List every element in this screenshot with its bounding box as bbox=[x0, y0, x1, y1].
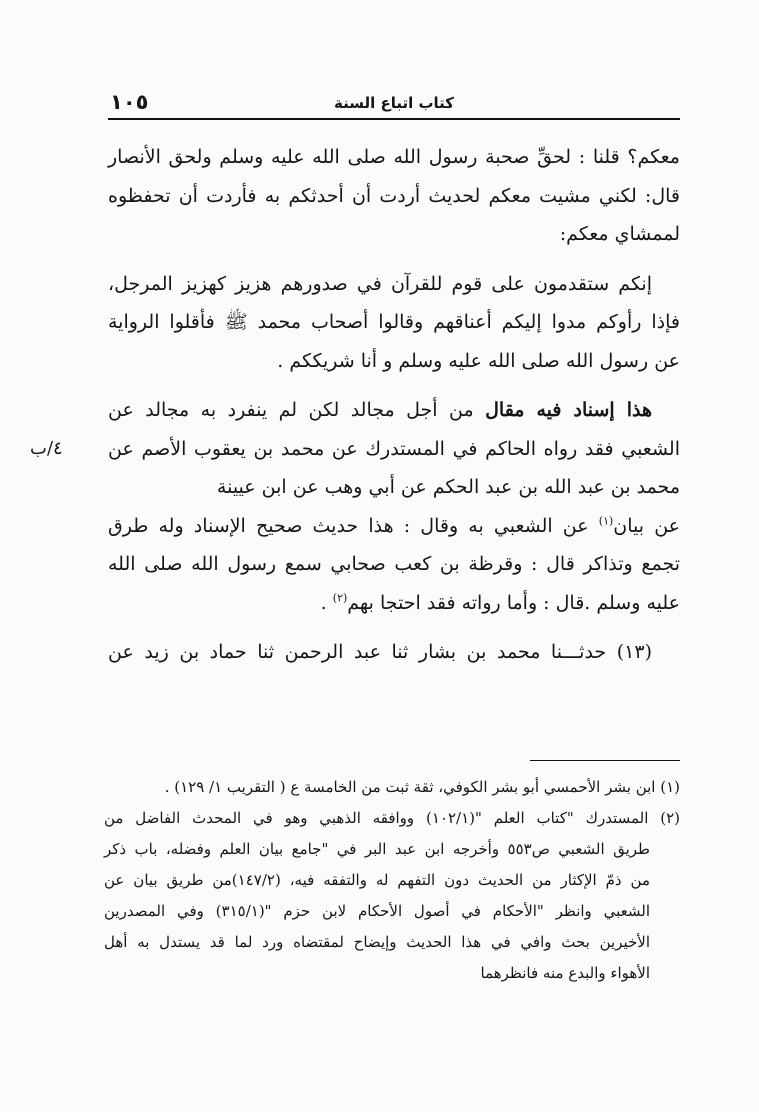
text-run: عليه وسلم .قال : وأما رواته فقد احتجا بهم bbox=[347, 591, 680, 614]
footnote-ref: (١) bbox=[598, 514, 614, 528]
text-run: . bbox=[320, 591, 333, 614]
footnote-ref: (٢) bbox=[332, 591, 348, 605]
text-run: عن بيان bbox=[613, 514, 680, 537]
footnote-line: (٢) المستدرك "كتاب العلم "(١٠٢/١) ووافقه الذهبي وهو في المحدث الفاضل من bbox=[104, 809, 681, 827]
text-line: الشعبي فقد رواه الحاكم في المستدرك عن محمد بن يعقوب الأصم عن bbox=[108, 437, 680, 460]
text-line bbox=[108, 584, 680, 623]
text-line: لممشاي معكم: bbox=[559, 223, 680, 245]
text-line: فإذا رأوكم مدوا إليكم أعناقهم وقالوا أصحاب محمد ﷺ فأقلوا الرواية bbox=[108, 311, 680, 333]
footnote-line: الأهواء والبدع منه فانظرهما bbox=[480, 964, 650, 982]
footnote-line: من ذمّ الإكثار من الحديث دون التفهم له والتفقه فيه، (١٤٧/٢)من طريق بيان عن bbox=[104, 871, 650, 889]
book-title: كتاب اتباع السنة bbox=[333, 94, 455, 112]
text-line bbox=[108, 507, 680, 546]
page-number: ١٠٥ bbox=[110, 90, 149, 114]
text-run: من أجل مجالد لكن لم ينفرد به مجالد عن bbox=[108, 399, 474, 421]
footnote-line: طريق الشعبي ص٥٥٣ وأخرجه ابن عبد البر في "جامع بيان العلم وفضله، باب ذكر bbox=[104, 840, 650, 858]
manuscript-folio-note: ٤/ب bbox=[30, 438, 63, 459]
running-header bbox=[108, 88, 680, 120]
text-line: معكم؟ قلنا : لحقِّ صحبة رسول الله صلى الله عليه وسلم ولحق الأنصار bbox=[108, 146, 680, 168]
footnotes bbox=[104, 772, 680, 989]
text-run: عن الشعبي به وقال : هذا حديث صحيح الإسناد وله طرق bbox=[108, 514, 599, 537]
footnote-line: الأخيرين بحث وافي في هذا الحديث وإيضاح لمقتضاه ورد لما قد يستدل به أهل bbox=[104, 933, 650, 951]
bold-phrase: هذا إسناد فيه مقال bbox=[485, 399, 652, 421]
footnote-line: (١) ابن بشر الأحمسي أبو بشر الكوفي، ثقة ثبت من الخامسة ع ( التقريب ١/ ١٢٩) . bbox=[164, 778, 680, 796]
text-line: عن رسول الله صلى الله عليه وسلم و أنا شريككم . bbox=[277, 349, 680, 372]
text-line bbox=[108, 391, 680, 430]
text-line: تجمع وتذاكر قال : وقرظة بن كعب صحابي سمع رسول الله صلى الله bbox=[108, 553, 680, 575]
text-line: قال: لكني مشيت معكم لحديث أردت أن أحدثكم به فأردت أن تحفظوه bbox=[108, 184, 680, 207]
text-line: إنكم ستقدمون على قوم للقرآن في صدورهم هزيز كهزيز المرجل، bbox=[108, 272, 652, 295]
footnote-separator bbox=[530, 760, 680, 761]
footnote-line: الشعبي وانظر "الأحكام في أصول الأحكام لابن حزم "(٣١٥/١) وفي المصدرين bbox=[104, 902, 651, 920]
text-line: محمد بن عبد الله بن عبد الحكم عن أبي وهب عن ابن عيينة bbox=[216, 476, 680, 498]
main-text bbox=[108, 138, 680, 672]
text-line: (١٣) حدثـــنا محمد بن بشار ثنا عبد الرحمن ثنا حماد بن زيد عن bbox=[108, 641, 652, 663]
